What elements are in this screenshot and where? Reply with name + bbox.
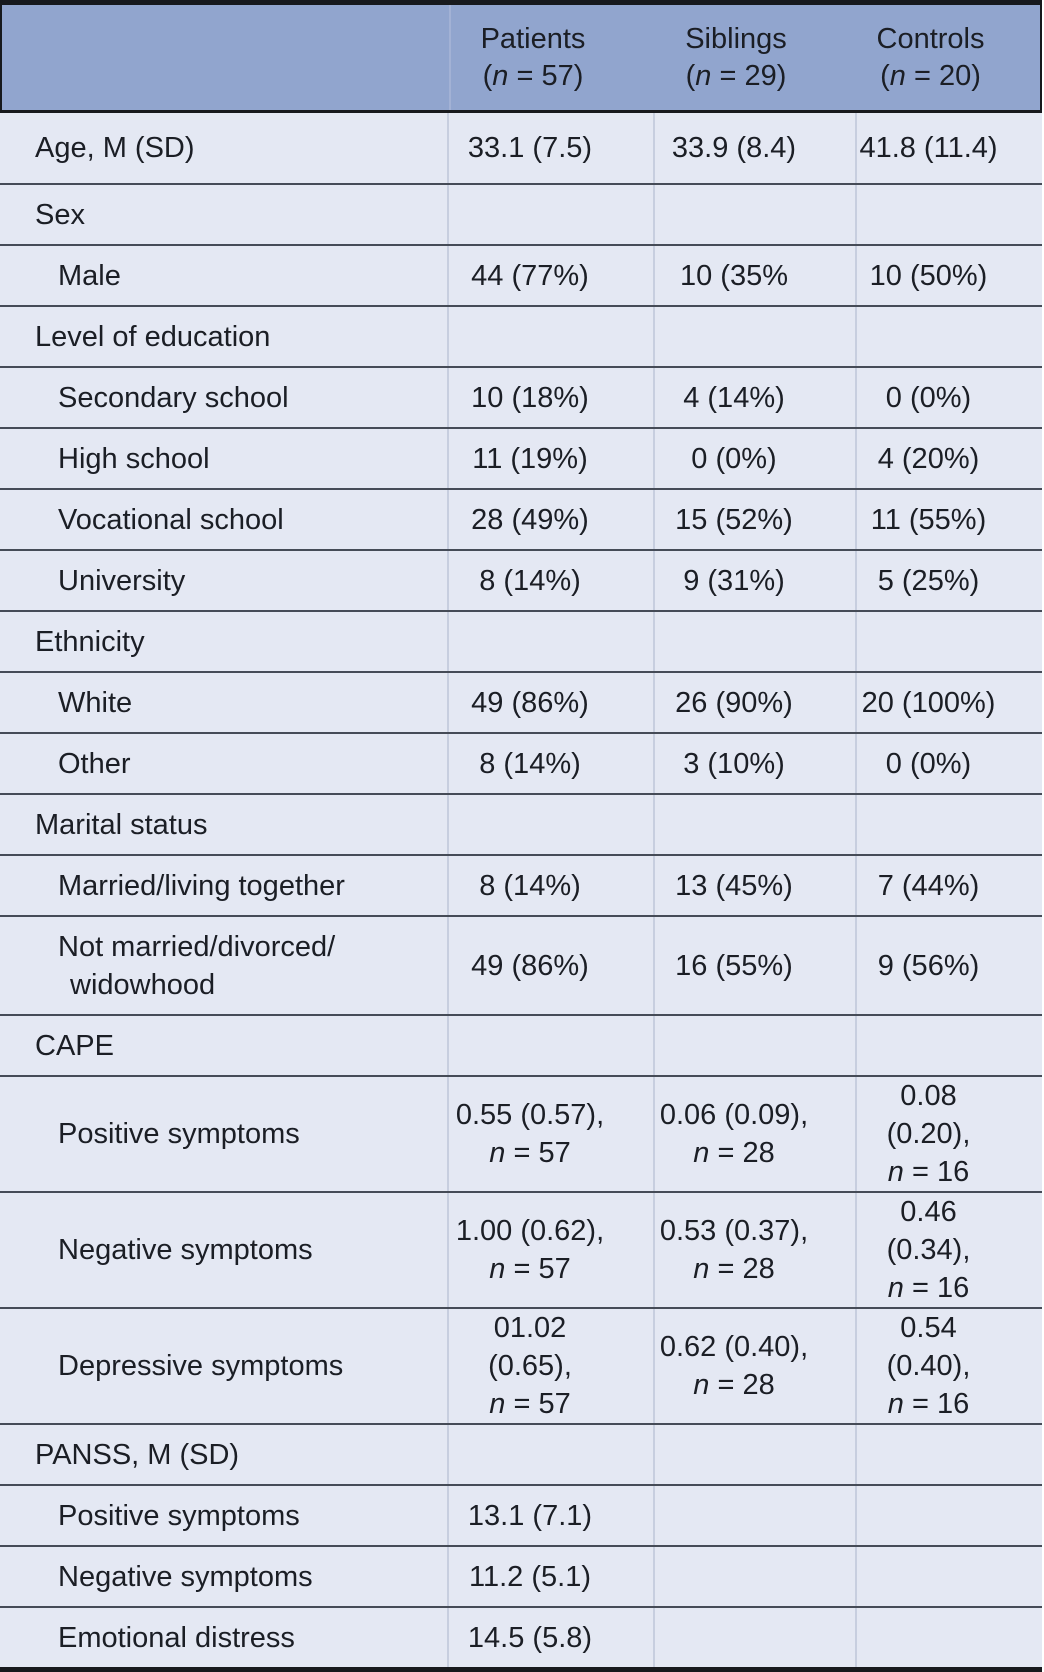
table-cell: 14.5 (5.8) <box>447 1608 653 1667</box>
table-cell: 0.06 (0.09), n = 28 <box>653 1077 855 1191</box>
table-cell: 33.9 (8.4) <box>653 113 855 183</box>
table-row <box>0 429 1042 490</box>
table-row <box>0 1608 1042 1667</box>
header-col-name: Siblings <box>685 22 787 55</box>
table-row <box>0 1077 1042 1193</box>
row-label: Positive symptoms <box>58 1499 300 1532</box>
table-cell: 9 (56%) <box>855 917 1042 1014</box>
row-label: Vocational school <box>58 503 284 536</box>
table-row <box>0 1309 1042 1425</box>
table-cell: 20 (100%) <box>855 673 1042 732</box>
row-label: Negative symptoms <box>58 1234 313 1266</box>
table-cell: 13 (45%) <box>653 856 855 915</box>
table-row <box>0 917 1042 1016</box>
table-row <box>0 551 1042 612</box>
table-cell: 1.00 (0.62), n = 57 <box>447 1193 653 1307</box>
table-row <box>0 185 1042 246</box>
table-row <box>0 246 1042 307</box>
table-cell: 0.54 (0.40), n = 16 <box>855 1309 1042 1423</box>
table-cell: 8 (14%) <box>447 734 653 793</box>
table-cell <box>653 1486 855 1545</box>
header-col-controls <box>857 5 1044 110</box>
table-row <box>0 368 1042 429</box>
row-label: Emotional distress <box>58 1621 295 1654</box>
table-cell: 11.2 (5.1) <box>447 1547 653 1606</box>
table-cell <box>653 307 855 366</box>
table-cell: 28 (49%) <box>447 490 653 549</box>
header-col-name: Controls <box>876 22 985 55</box>
row-label: Not married/divorced/ widowhood <box>58 930 336 1001</box>
table-cell <box>653 1608 855 1667</box>
table-cell <box>653 1016 855 1075</box>
header-col-count: (n = 29) <box>685 59 787 92</box>
table-row <box>0 1486 1042 1547</box>
table-cell <box>447 795 653 854</box>
header-col-name: Patients <box>480 22 586 55</box>
table-cell: 49 (86%) <box>447 917 653 1014</box>
table-cell <box>653 1425 855 1484</box>
row-label: Other <box>58 747 131 780</box>
table-cell <box>855 612 1042 671</box>
table-cell: 41.8 (11.4) <box>855 113 1042 183</box>
row-label: PANSS, M (SD) <box>35 1438 240 1471</box>
header-col-count: (n = 20) <box>880 59 981 92</box>
table-cell <box>653 612 855 671</box>
row-label: Age, M (SD) <box>35 132 195 164</box>
table-cell <box>447 612 653 671</box>
table-cell <box>855 185 1042 244</box>
table-cell: 0.55 (0.57), n = 57 <box>447 1077 653 1191</box>
row-label: Secondary school <box>58 381 289 414</box>
table-row <box>0 1016 1042 1077</box>
table-cell <box>855 307 1042 366</box>
table-cell <box>447 1425 653 1484</box>
table-row <box>0 734 1042 795</box>
table-cell: 8 (14%) <box>447 856 653 915</box>
row-label: Depressive symptoms <box>58 1350 344 1382</box>
row-label: Positive symptoms <box>58 1118 300 1150</box>
row-label: Sex <box>35 198 85 231</box>
table-row <box>0 1193 1042 1309</box>
table-cell <box>447 307 653 366</box>
table-cell <box>855 1425 1042 1484</box>
table-cell: 0.53 (0.37), n = 28 <box>653 1193 855 1307</box>
row-label: Marital status <box>35 808 208 841</box>
table-cell <box>653 795 855 854</box>
table-cell <box>855 795 1042 854</box>
header-col-patients <box>449 5 655 110</box>
table-cell: 9 (31%) <box>653 551 855 610</box>
table-cell: 01.02 (0.65), n = 57 <box>447 1309 653 1423</box>
table-cell: 8 (14%) <box>447 551 653 610</box>
table-row <box>0 490 1042 551</box>
table-row <box>0 612 1042 673</box>
table-cell: 16 (55%) <box>653 917 855 1014</box>
header-col-count: (n = 57) <box>482 59 584 92</box>
row-label: CAPE <box>35 1029 114 1062</box>
table-cell: 0.62 (0.40), n = 28 <box>653 1309 855 1423</box>
table-cell: 49 (86%) <box>447 673 653 732</box>
table-cell: 10 (18%) <box>447 368 653 427</box>
table-cell <box>855 1547 1042 1606</box>
row-label: High school <box>58 442 210 475</box>
table-cell: 3 (10%) <box>653 734 855 793</box>
header-col-siblings <box>655 5 857 110</box>
row-label: Ethnicity <box>35 625 145 658</box>
table-cell <box>855 1016 1042 1075</box>
table-cell: 5 (25%) <box>855 551 1042 610</box>
row-label: White <box>58 686 133 719</box>
table-row <box>0 856 1042 917</box>
table-cell: 15 (52%) <box>653 490 855 549</box>
table-row <box>0 113 1042 185</box>
table-cell: 0 (0%) <box>855 368 1042 427</box>
row-label: University <box>58 564 186 597</box>
table-cell: 11 (19%) <box>447 429 653 488</box>
table-cell: 4 (14%) <box>653 368 855 427</box>
table-cell: 13.1 (7.1) <box>447 1486 653 1545</box>
row-label: Male <box>58 259 121 292</box>
table-row <box>0 673 1042 734</box>
table-cell: 26 (90%) <box>653 673 855 732</box>
table-cell <box>855 1608 1042 1667</box>
table-cell: 0.46 (0.34), n = 16 <box>855 1193 1042 1307</box>
table-body <box>0 113 1042 1667</box>
table-cell <box>447 185 653 244</box>
table-cell: 0 (0%) <box>855 734 1042 793</box>
table-cell <box>855 1486 1042 1545</box>
row-label: Level of education <box>35 320 271 353</box>
table-cell: 4 (20%) <box>855 429 1042 488</box>
table-cell: 10 (35% <box>653 246 855 305</box>
table-cell <box>447 1016 653 1075</box>
header-empty-cell <box>2 5 449 110</box>
table-cell: 44 (77%) <box>447 246 653 305</box>
table-cell: 0 (0%) <box>653 429 855 488</box>
table-row <box>0 1425 1042 1486</box>
table-row <box>0 307 1042 368</box>
table-cell: 7 (44%) <box>855 856 1042 915</box>
table-cell: 33.1 (7.5) <box>447 113 653 183</box>
table-cell <box>653 185 855 244</box>
table-header <box>0 5 1042 113</box>
table-cell: 0.08 (0.20), n = 16 <box>855 1077 1042 1191</box>
table-row <box>0 1547 1042 1608</box>
table-cell: 11 (55%) <box>855 490 1042 549</box>
row-label: Negative symptoms <box>58 1560 313 1593</box>
table-cell: 10 (50%) <box>855 246 1042 305</box>
row-label: Married/living together <box>58 869 345 902</box>
table-row <box>0 795 1042 856</box>
table-cell <box>653 1547 855 1606</box>
